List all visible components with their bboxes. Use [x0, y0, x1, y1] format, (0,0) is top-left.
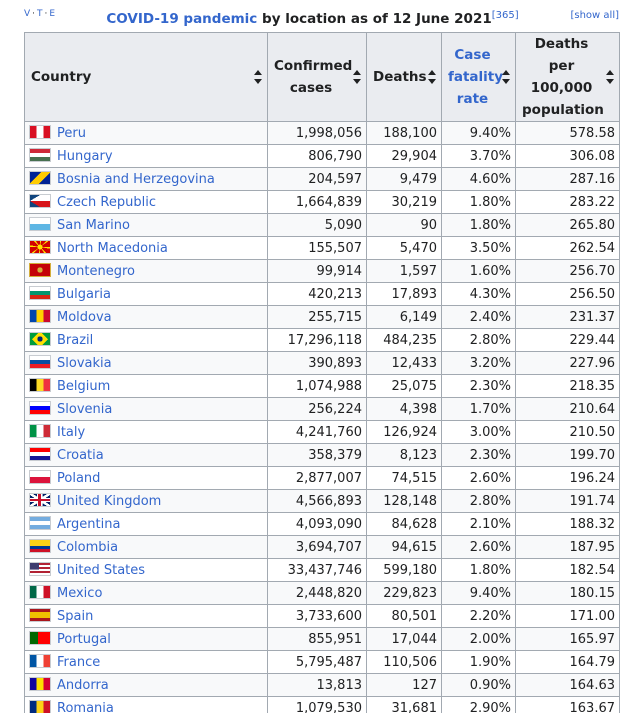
deaths-per-100k-cell: 180.15 — [516, 582, 620, 605]
case-fatality-rate-cell: 2.40% — [442, 306, 516, 329]
deaths-per-100k-cell: 187.95 — [516, 536, 620, 559]
table-row — [25, 421, 620, 444]
case-fatality-rate-cell: 2.80% — [442, 490, 516, 513]
country-cell — [25, 651, 268, 674]
country-cell — [25, 329, 268, 352]
case-fatality-rate-cell: 2.80% — [442, 329, 516, 352]
country-link[interactable]: Slovenia — [57, 402, 113, 417]
country-cell — [25, 352, 268, 375]
confirmed-cases-cell: 3,694,707 — [268, 536, 367, 559]
sort-icon[interactable] — [353, 70, 361, 84]
country-cell — [25, 444, 268, 467]
deaths-per-100k-cell: 164.79 — [516, 651, 620, 674]
flag-icon[interactable] — [29, 194, 51, 208]
country-link[interactable]: Romania — [57, 701, 114, 713]
confirmed-cases-cell: 1,074,988 — [268, 375, 367, 398]
confirmed-cases-cell: 4,093,090 — [268, 513, 367, 536]
case-fatality-rate-cell: 3.50% — [442, 237, 516, 260]
country-cell — [25, 697, 268, 713]
confirmed-cases-cell: 255,715 — [268, 306, 367, 329]
case-fatality-rate-cell: 0.90% — [442, 674, 516, 697]
country-cell — [25, 122, 268, 145]
country-cell — [25, 283, 268, 306]
flag-icon[interactable] — [29, 217, 51, 231]
table-row — [25, 490, 620, 513]
case-fatality-rate-cell: 1.80% — [442, 214, 516, 237]
table-body — [25, 122, 620, 713]
case-fatality-rate-cell: 3.20% — [442, 352, 516, 375]
deaths-per-100k-cell: 256.50 — [516, 283, 620, 306]
deaths-cell: 110,506 — [367, 651, 442, 674]
country-cell — [25, 145, 268, 168]
deaths-per-100k-cell: 199.70 — [516, 444, 620, 467]
case-fatality-rate-cell: 1.80% — [442, 559, 516, 582]
caption-text: by location as of 12 June 2021 — [257, 11, 492, 27]
flag-icon[interactable] — [29, 654, 51, 668]
deaths-cell: 17,044 — [367, 628, 442, 651]
country-link[interactable]: Croatia — [57, 448, 104, 463]
flag-icon[interactable] — [29, 700, 51, 713]
confirmed-cases-cell: 5,795,487 — [268, 651, 367, 674]
confirmed-cases-cell: 1,079,530 — [268, 697, 367, 713]
case-fatality-rate-cell: 3.00% — [442, 421, 516, 444]
table-row — [25, 697, 620, 713]
case-fatality-rate-cell: 9.40% — [442, 122, 516, 145]
deaths-cell: 9,479 — [367, 168, 442, 191]
country-cell — [25, 306, 268, 329]
deaths-cell: 74,515 — [367, 467, 442, 490]
table-row — [25, 467, 620, 490]
deaths-cell: 1,597 — [367, 260, 442, 283]
table-title-bar — [0, 0, 625, 30]
navbox-links: V·T·E — [24, 9, 57, 19]
country-cell — [25, 513, 268, 536]
country-link[interactable]: Czech Republic — [57, 195, 156, 210]
deaths-cell: 80,501 — [367, 605, 442, 628]
confirmed-cases-cell: 155,507 — [268, 237, 367, 260]
table-row — [25, 536, 620, 559]
deaths-per-100k-cell: 283.22 — [516, 191, 620, 214]
table-row — [25, 513, 620, 536]
country-link[interactable]: Mexico — [57, 586, 103, 601]
deaths-per-100k-cell: 163.67 — [516, 697, 620, 713]
case-fatality-rate-cell: 1.80% — [442, 191, 516, 214]
deaths-cell: 84,628 — [367, 513, 442, 536]
case-fatality-rate-cell: 2.10% — [442, 513, 516, 536]
column-label-confirmed-cases: Confirmed cases — [274, 58, 353, 96]
case-fatality-rate-cell: 2.30% — [442, 444, 516, 467]
flag-icon[interactable] — [29, 125, 51, 139]
country-cell — [25, 237, 268, 260]
reference-link[interactable]: [365] — [491, 10, 519, 21]
case-fatality-rate-cell: 2.30% — [442, 375, 516, 398]
confirmed-cases-cell: 390,893 — [268, 352, 367, 375]
deaths-cell: 188,100 — [367, 122, 442, 145]
table-row — [25, 191, 620, 214]
deaths-per-100k-cell: 188.32 — [516, 513, 620, 536]
confirmed-cases-cell: 358,379 — [268, 444, 367, 467]
confirmed-cases-cell: 5,090 — [268, 214, 367, 237]
country-cell — [25, 260, 268, 283]
flag-icon[interactable] — [29, 631, 51, 645]
deaths-per-100k-cell: 191.74 — [516, 490, 620, 513]
country-cell — [25, 582, 268, 605]
sort-icon[interactable] — [502, 70, 510, 84]
country-link[interactable]: United States — [57, 563, 146, 578]
confirmed-cases-cell: 2,448,820 — [268, 582, 367, 605]
column-label-deaths-per-100k: Deaths per 100,000 population — [522, 36, 604, 118]
flag-icon[interactable] — [29, 677, 51, 691]
confirmed-cases-cell: 2,877,007 — [268, 467, 367, 490]
confirmed-cases-cell: 4,241,760 — [268, 421, 367, 444]
deaths-per-100k-cell: 265.80 — [516, 214, 620, 237]
flag-icon[interactable] — [29, 332, 51, 346]
flag-icon[interactable] — [29, 539, 51, 553]
flag-icon[interactable] — [29, 355, 51, 369]
deaths-cell: 6,149 — [367, 306, 442, 329]
country-cell — [25, 674, 268, 697]
country-cell — [25, 421, 268, 444]
confirmed-cases-cell: 99,914 — [268, 260, 367, 283]
country-link[interactable]: Poland — [57, 471, 101, 486]
deaths-per-100k-cell: 229.44 — [516, 329, 620, 352]
deaths-cell: 94,615 — [367, 536, 442, 559]
table-row — [25, 582, 620, 605]
table-row — [25, 628, 620, 651]
flag-icon[interactable] — [29, 263, 51, 277]
table-row — [25, 651, 620, 674]
country-cell — [25, 191, 268, 214]
sort-icon[interactable] — [254, 70, 262, 84]
deaths-cell: 31,681 — [367, 697, 442, 713]
deaths-cell: 484,235 — [367, 329, 442, 352]
table-row — [25, 398, 620, 421]
flag-icon[interactable] — [29, 378, 51, 392]
sort-icon[interactable] — [428, 70, 436, 84]
deaths-per-100k-cell: 164.63 — [516, 674, 620, 697]
table-row — [25, 168, 620, 191]
table-caption — [0, 10, 625, 27]
deaths-per-100k-cell: 256.70 — [516, 260, 620, 283]
flag-icon[interactable] — [29, 470, 51, 484]
column-label-deaths: Deaths — [373, 69, 427, 85]
table-row — [25, 260, 620, 283]
table-row — [25, 214, 620, 237]
deaths-cell: 5,470 — [367, 237, 442, 260]
country-link[interactable]: Brazil — [57, 333, 94, 348]
deaths-per-100k-cell: 231.37 — [516, 306, 620, 329]
deaths-per-100k-cell: 578.58 — [516, 122, 620, 145]
case-fatality-rate-cell: 2.60% — [442, 536, 516, 559]
deaths-cell: 4,398 — [367, 398, 442, 421]
deaths-cell: 90 — [367, 214, 442, 237]
column-header-case-fatality-rate[interactable] — [442, 33, 516, 122]
deaths-per-100k-cell: 218.35 — [516, 375, 620, 398]
deaths-cell: 128,148 — [367, 490, 442, 513]
deaths-per-100k-cell: 227.96 — [516, 352, 620, 375]
column-header-country[interactable] — [25, 33, 268, 122]
case-fatality-rate-cell: 2.20% — [442, 605, 516, 628]
country-cell — [25, 375, 268, 398]
country-cell — [25, 168, 268, 191]
confirmed-cases-cell: 13,813 — [268, 674, 367, 697]
country-link[interactable]: Peru — [57, 126, 86, 141]
table-row — [25, 237, 620, 260]
deaths-per-100k-cell: 262.54 — [516, 237, 620, 260]
flag-icon[interactable] — [29, 240, 51, 254]
country-link[interactable]: North Macedonia — [57, 241, 168, 256]
confirmed-cases-cell: 204,597 — [268, 168, 367, 191]
column-header-deaths-per-100k[interactable] — [516, 33, 620, 122]
table-row — [25, 122, 620, 145]
deaths-cell: 126,924 — [367, 421, 442, 444]
case-fatality-rate-cell: 3.70% — [442, 145, 516, 168]
talk-template-link[interactable]: T — [37, 9, 44, 19]
deaths-per-100k-cell: 196.24 — [516, 467, 620, 490]
deaths-cell: 127 — [367, 674, 442, 697]
deaths-cell: 8,123 — [367, 444, 442, 467]
country-cell — [25, 559, 268, 582]
case-fatality-rate-cell: 9.40% — [442, 582, 516, 605]
country-cell — [25, 628, 268, 651]
flag-icon[interactable] — [29, 148, 51, 162]
covid-pandemic-link[interactable]: COVID-19 pandemic — [106, 11, 258, 27]
flag-icon[interactable] — [29, 516, 51, 530]
deaths-cell: 29,904 — [367, 145, 442, 168]
country-link[interactable]: Belgium — [57, 379, 111, 394]
view-template-link[interactable]: V — [24, 9, 32, 19]
country-link[interactable]: Italy — [57, 425, 86, 440]
case-fatality-rate-cell: 2.90% — [442, 697, 516, 713]
confirmed-cases-cell: 3,733,600 — [268, 605, 367, 628]
deaths-per-100k-cell: 306.08 — [516, 145, 620, 168]
deaths-per-100k-cell: 165.97 — [516, 628, 620, 651]
case-fatality-rate-link[interactable]: Case fatality rate — [448, 47, 504, 107]
country-link[interactable]: Bosnia and Herzegovina — [57, 172, 215, 187]
country-link[interactable]: Portugal — [57, 632, 111, 647]
country-cell — [25, 214, 268, 237]
column-header-confirmed-cases[interactable] — [268, 33, 367, 122]
table-row — [25, 283, 620, 306]
table-row — [25, 559, 620, 582]
confirmed-cases-cell: 420,213 — [268, 283, 367, 306]
table-row — [25, 375, 620, 398]
confirmed-cases-cell: 1,998,056 — [268, 122, 367, 145]
table-row — [25, 306, 620, 329]
case-fatality-rate-cell: 1.90% — [442, 651, 516, 674]
flag-icon[interactable] — [29, 585, 51, 599]
table-row — [25, 352, 620, 375]
case-fatality-rate-cell: 2.00% — [442, 628, 516, 651]
deaths-cell: 12,433 — [367, 352, 442, 375]
deaths-cell: 229,823 — [367, 582, 442, 605]
country-link[interactable]: San Marino — [57, 218, 130, 233]
flag-icon[interactable] — [29, 286, 51, 300]
country-link[interactable]: Bulgaria — [57, 287, 111, 302]
case-fatality-rate-cell: 1.60% — [442, 260, 516, 283]
confirmed-cases-cell: 33,437,746 — [268, 559, 367, 582]
country-link[interactable]: Argentina — [57, 517, 121, 532]
flag-icon[interactable] — [29, 424, 51, 438]
deaths-cell: 599,180 — [367, 559, 442, 582]
case-fatality-rate-cell: 4.60% — [442, 168, 516, 191]
country-link[interactable]: Montenegro — [57, 264, 136, 279]
deaths-cell: 17,893 — [367, 283, 442, 306]
country-link[interactable]: United Kingdom — [57, 494, 162, 509]
country-cell — [25, 605, 268, 628]
country-cell — [25, 536, 268, 559]
deaths-per-100k-cell: 210.50 — [516, 421, 620, 444]
edit-template-link[interactable]: E — [49, 9, 57, 19]
deaths-per-100k-cell: 171.00 — [516, 605, 620, 628]
table-row — [25, 605, 620, 628]
deaths-cell: 30,219 — [367, 191, 442, 214]
flag-icon[interactable] — [29, 447, 51, 461]
flag-icon[interactable] — [29, 608, 51, 622]
deaths-per-100k-cell: 182.54 — [516, 559, 620, 582]
deaths-per-100k-cell: 287.16 — [516, 168, 620, 191]
case-fatality-rate-cell: 1.70% — [442, 398, 516, 421]
show-all-button[interactable]: [show all] — [570, 10, 619, 21]
flag-icon[interactable] — [29, 493, 51, 507]
country-cell — [25, 490, 268, 513]
deaths-cell: 25,075 — [367, 375, 442, 398]
flag-icon[interactable] — [29, 562, 51, 576]
sort-icon[interactable] — [606, 70, 614, 84]
country-cell — [25, 467, 268, 490]
country-link[interactable]: Colombia — [57, 540, 119, 555]
case-fatality-rate-cell: 4.30% — [442, 283, 516, 306]
country-link[interactable]: Moldova — [57, 310, 112, 325]
table-row — [25, 329, 620, 352]
column-header-deaths[interactable] — [367, 33, 442, 122]
country-cell — [25, 398, 268, 421]
flag-icon[interactable] — [29, 309, 51, 323]
flag-icon[interactable] — [29, 401, 51, 415]
deaths-per-100k-cell: 210.64 — [516, 398, 620, 421]
confirmed-cases-cell: 806,790 — [268, 145, 367, 168]
confirmed-cases-cell: 855,951 — [268, 628, 367, 651]
confirmed-cases-cell: 256,224 — [268, 398, 367, 421]
country-link[interactable]: Slovakia — [57, 356, 112, 371]
table-row — [25, 674, 620, 697]
table-header-row — [25, 33, 620, 122]
column-label-country: Country — [31, 69, 92, 85]
confirmed-cases-cell: 1,664,839 — [268, 191, 367, 214]
country-link[interactable]: Spain — [57, 609, 94, 624]
case-fatality-rate-cell: 2.60% — [442, 467, 516, 490]
country-link[interactable]: Hungary — [57, 149, 113, 164]
country-link[interactable]: Andorra — [57, 678, 109, 693]
covid-data-table — [24, 32, 620, 713]
flag-icon[interactable] — [29, 171, 51, 185]
country-link[interactable]: France — [57, 655, 101, 670]
confirmed-cases-cell: 4,566,893 — [268, 490, 367, 513]
table-row — [25, 444, 620, 467]
confirmed-cases-cell: 17,296,118 — [268, 329, 367, 352]
table-row — [25, 145, 620, 168]
